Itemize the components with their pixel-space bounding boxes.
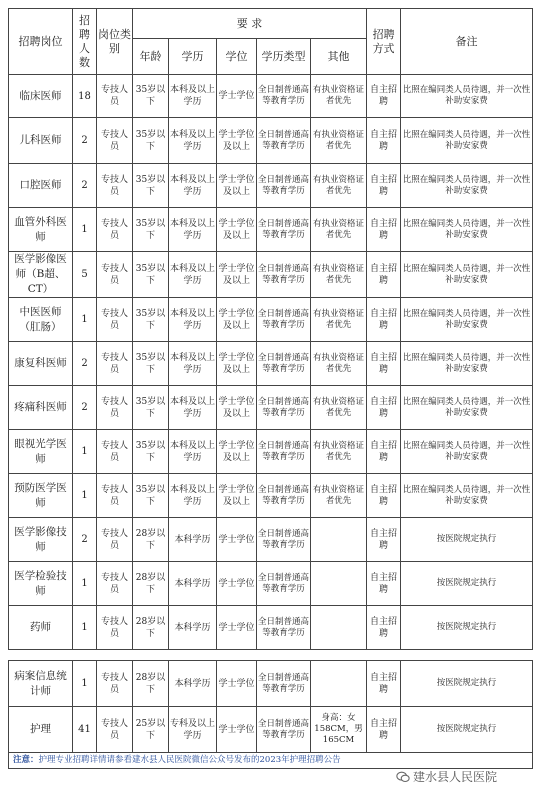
header-method: 招聘方式 <box>367 9 401 75</box>
cell-education: 本科学历 <box>169 606 217 650</box>
cell-position: 疼痛科医师 <box>9 386 73 430</box>
cell-remarks: 按医院规定执行 <box>401 661 533 707</box>
cell-other: 有执业资格证者优先 <box>311 252 367 298</box>
cell-other: 有执业资格证者优先 <box>311 208 367 252</box>
cell-remarks: 比照在编同类人员待遇，并一次性补助安家费 <box>401 342 533 386</box>
note-cell <box>9 753 533 769</box>
cell-method: 自主招聘 <box>367 661 401 707</box>
cell-degree: 学士学位及以上 <box>217 164 257 208</box>
note-label: 注意： <box>13 755 39 765</box>
cell-count: 1 <box>73 298 97 342</box>
cell-age: 35岁以下 <box>133 208 169 252</box>
table-row <box>9 562 533 606</box>
wechat-icon <box>396 770 410 784</box>
cell-edu-type: 全日制普通高等教育学历 <box>257 430 311 474</box>
table-row <box>9 707 533 753</box>
cell-remarks: 比照在编同类人员待遇，并一次性补助安家费 <box>401 252 533 298</box>
cell-education: 本科及以上学历 <box>169 386 217 430</box>
cell-count: 1 <box>73 208 97 252</box>
cell-other: 有执业资格证者优先 <box>311 164 367 208</box>
cell-method: 自主招聘 <box>367 606 401 650</box>
cell-position: 护理 <box>9 707 73 753</box>
cell-remarks: 按医院规定执行 <box>401 562 533 606</box>
cell-category: 专技人员 <box>97 75 133 118</box>
table-row <box>9 430 533 474</box>
cell-category: 专技人员 <box>97 661 133 707</box>
cell-edu-type: 全日制普通高等教育学历 <box>257 606 311 650</box>
cell-edu-type: 全日制普通高等教育学历 <box>257 707 311 753</box>
cell-method: 自主招聘 <box>367 298 401 342</box>
header-age: 年龄 <box>133 39 169 75</box>
cell-age: 35岁以下 <box>133 118 169 164</box>
cell-count: 1 <box>73 562 97 606</box>
cell-count: 2 <box>73 518 97 562</box>
cell-education: 本科及以上学历 <box>169 298 217 342</box>
cell-count: 1 <box>73 430 97 474</box>
cell-count: 41 <box>73 707 97 753</box>
cell-remarks: 比照在编同类人员待遇，并一次性补助安家费 <box>401 298 533 342</box>
cell-method: 自主招聘 <box>367 252 401 298</box>
cell-position: 康复科医师 <box>9 342 73 386</box>
cell-education: 本科及以上学历 <box>169 208 217 252</box>
cell-other <box>311 518 367 562</box>
cell-method: 自主招聘 <box>367 342 401 386</box>
cell-position: 预防医学医师 <box>9 474 73 518</box>
cell-position: 眼视光学医师 <box>9 430 73 474</box>
cell-degree: 学士学位及以上 <box>217 342 257 386</box>
cell-age: 28岁以下 <box>133 661 169 707</box>
cell-age: 35岁以下 <box>133 164 169 208</box>
header-count: 招聘人数 <box>73 9 97 75</box>
cell-position: 医学影像医师（B超、CT） <box>9 252 73 298</box>
cell-edu-type: 全日制普通高等教育学历 <box>257 164 311 208</box>
table-row <box>9 474 533 518</box>
cell-degree: 学士学位及以上 <box>217 298 257 342</box>
cell-count: 5 <box>73 252 97 298</box>
table-row <box>9 118 533 164</box>
cell-count: 1 <box>73 474 97 518</box>
table-row <box>9 661 533 707</box>
cell-category: 专技人员 <box>97 164 133 208</box>
cell-method: 自主招聘 <box>367 164 401 208</box>
cell-age: 35岁以下 <box>133 430 169 474</box>
cell-other: 身高：女158CM，男165CM <box>311 707 367 753</box>
cell-edu-type: 全日制普通高等教育学历 <box>257 298 311 342</box>
cell-remarks: 比照在编同类人员待遇，并一次性补助安家费 <box>401 164 533 208</box>
cell-edu-type: 全日制普通高等教育学历 <box>257 208 311 252</box>
cell-education: 本科及以上学历 <box>169 430 217 474</box>
cell-category: 专技人员 <box>97 707 133 753</box>
cell-age: 35岁以下 <box>133 75 169 118</box>
header-degree: 学位 <box>217 39 257 75</box>
cell-degree: 学士学位及以上 <box>217 208 257 252</box>
header-remarks: 备注 <box>401 9 533 75</box>
cell-degree: 学士学位及以上 <box>217 118 257 164</box>
cell-degree: 学士学位 <box>217 707 257 753</box>
cell-category: 专技人员 <box>97 562 133 606</box>
note-text: 护理专业招聘详情请参看建水县人民医院微信公众号发布的2023年护理招聘公告 <box>38 755 341 765</box>
cell-education: 本科学历 <box>169 562 217 606</box>
header-education: 学历 <box>169 39 217 75</box>
watermark <box>396 768 497 785</box>
cell-education: 本科及以上学历 <box>169 75 217 118</box>
cell-degree: 学士学位 <box>217 518 257 562</box>
cell-remarks: 比照在编同类人员待遇，并一次性补助安家费 <box>401 386 533 430</box>
cell-age: 28岁以下 <box>133 518 169 562</box>
cell-category: 专技人员 <box>97 430 133 474</box>
cell-edu-type: 全日制普通高等教育学历 <box>257 342 311 386</box>
cell-age: 35岁以下 <box>133 474 169 518</box>
recruitment-table <box>8 8 533 650</box>
cell-degree: 学士学位及以上 <box>217 474 257 518</box>
cell-count: 2 <box>73 386 97 430</box>
cell-edu-type: 全日制普通高等教育学历 <box>257 518 311 562</box>
cell-category: 专技人员 <box>97 386 133 430</box>
cell-count: 2 <box>73 342 97 386</box>
cell-education: 本科及以上学历 <box>169 342 217 386</box>
table-row <box>9 252 533 298</box>
table-row <box>9 208 533 252</box>
cell-count: 2 <box>73 118 97 164</box>
cell-count: 18 <box>73 75 97 118</box>
cell-degree: 学士学位及以上 <box>217 252 257 298</box>
cell-method: 自主招聘 <box>367 386 401 430</box>
cell-remarks: 比照在编同类人员待遇，并一次性补助安家费 <box>401 118 533 164</box>
cell-category: 专技人员 <box>97 252 133 298</box>
table-row <box>9 342 533 386</box>
cell-edu-type: 全日制普通高等教育学历 <box>257 474 311 518</box>
cell-degree: 学士学位及以上 <box>217 430 257 474</box>
header-other: 其他 <box>311 39 367 75</box>
cell-degree: 学士学位 <box>217 606 257 650</box>
cell-count: 1 <box>73 661 97 707</box>
cell-position: 医学影像技师 <box>9 518 73 562</box>
cell-remarks: 比照在编同类人员待遇，并一次性补助安家费 <box>401 208 533 252</box>
cell-remarks: 按医院规定执行 <box>401 606 533 650</box>
cell-education: 本科及以上学历 <box>169 164 217 208</box>
cell-method: 自主招聘 <box>367 75 401 118</box>
watermark-text: 建水县人民医院 <box>413 770 498 784</box>
cell-position: 药师 <box>9 606 73 650</box>
cell-other: 有执业资格证者优先 <box>311 118 367 164</box>
header-position: 招聘岗位 <box>9 9 73 75</box>
cell-other <box>311 606 367 650</box>
cell-age: 28岁以下 <box>133 606 169 650</box>
cell-position: 临床医师 <box>9 75 73 118</box>
recruitment-table-continued <box>8 660 533 769</box>
cell-other: 有执业资格证者优先 <box>311 430 367 474</box>
table-row <box>9 606 533 650</box>
cell-age: 35岁以下 <box>133 252 169 298</box>
cell-education: 本科及以上学历 <box>169 474 217 518</box>
cell-category: 专技人员 <box>97 518 133 562</box>
cell-method: 自主招聘 <box>367 430 401 474</box>
cell-education: 本科及以上学历 <box>169 118 217 164</box>
cell-degree: 学士学位 <box>217 562 257 606</box>
cell-category: 专技人员 <box>97 208 133 252</box>
cell-other: 有执业资格证者优先 <box>311 75 367 118</box>
cell-age: 35岁以下 <box>133 342 169 386</box>
table-row <box>9 75 533 118</box>
cell-edu-type: 全日制普通高等教育学历 <box>257 661 311 707</box>
cell-count: 1 <box>73 606 97 650</box>
cell-method: 自主招聘 <box>367 562 401 606</box>
cell-method: 自主招聘 <box>367 518 401 562</box>
header-requirements: 要 求 <box>133 9 367 39</box>
cell-remarks: 比照在编同类人员待遇，并一次性补助安家费 <box>401 474 533 518</box>
cell-position: 血管外科医师 <box>9 208 73 252</box>
cell-edu-type: 全日制普通高等教育学历 <box>257 562 311 606</box>
cell-category: 专技人员 <box>97 118 133 164</box>
cell-edu-type: 全日制普通高等教育学历 <box>257 118 311 164</box>
cell-position: 口腔医师 <box>9 164 73 208</box>
cell-method: 自主招聘 <box>367 707 401 753</box>
cell-other: 有执业资格证者优先 <box>311 342 367 386</box>
table-row <box>9 164 533 208</box>
cell-edu-type: 全日制普通高等教育学历 <box>257 75 311 118</box>
cell-age: 25岁以下 <box>133 707 169 753</box>
cell-category: 专技人员 <box>97 298 133 342</box>
cell-remarks: 按医院规定执行 <box>401 707 533 753</box>
table-row <box>9 298 533 342</box>
cell-education: 本科及以上学历 <box>169 252 217 298</box>
cell-age: 35岁以下 <box>133 386 169 430</box>
cell-category: 专技人员 <box>97 606 133 650</box>
cell-degree: 学士学位 <box>217 661 257 707</box>
cell-position: 病案信息统计师 <box>9 661 73 707</box>
cell-category: 专技人员 <box>97 342 133 386</box>
cell-remarks: 按医院规定执行 <box>401 518 533 562</box>
cell-position: 医学检验技师 <box>9 562 73 606</box>
cell-age: 28岁以下 <box>133 562 169 606</box>
cell-category: 专技人员 <box>97 474 133 518</box>
cell-edu-type: 全日制普通高等教育学历 <box>257 252 311 298</box>
table-row <box>9 386 533 430</box>
cell-method: 自主招聘 <box>367 474 401 518</box>
cell-other: 有执业资格证者优先 <box>311 298 367 342</box>
cell-remarks: 比照在编同类人员待遇，并一次性补助安家费 <box>401 430 533 474</box>
header-edu-type: 学历类型 <box>257 39 311 75</box>
cell-other: 有执业资格证者优先 <box>311 474 367 518</box>
cell-method: 自主招聘 <box>367 118 401 164</box>
cell-degree: 学士学位及以上 <box>217 386 257 430</box>
cell-method: 自主招聘 <box>367 208 401 252</box>
cell-other <box>311 661 367 707</box>
cell-education: 本科学历 <box>169 661 217 707</box>
cell-other <box>311 562 367 606</box>
cell-education: 本科学历 <box>169 518 217 562</box>
cell-remarks: 比照在编同类人员待遇，并一次性补助安家费 <box>401 75 533 118</box>
cell-age: 35岁以下 <box>133 298 169 342</box>
cell-count: 2 <box>73 164 97 208</box>
cell-degree: 学士学位 <box>217 75 257 118</box>
cell-other: 有执业资格证者优先 <box>311 386 367 430</box>
cell-position: 中医医师（肛肠） <box>9 298 73 342</box>
cell-position: 儿科医师 <box>9 118 73 164</box>
cell-education: 专科及以上学历 <box>169 707 217 753</box>
cell-edu-type: 全日制普通高等教育学历 <box>257 386 311 430</box>
header-category: 岗位类别 <box>97 9 133 75</box>
table-row <box>9 518 533 562</box>
